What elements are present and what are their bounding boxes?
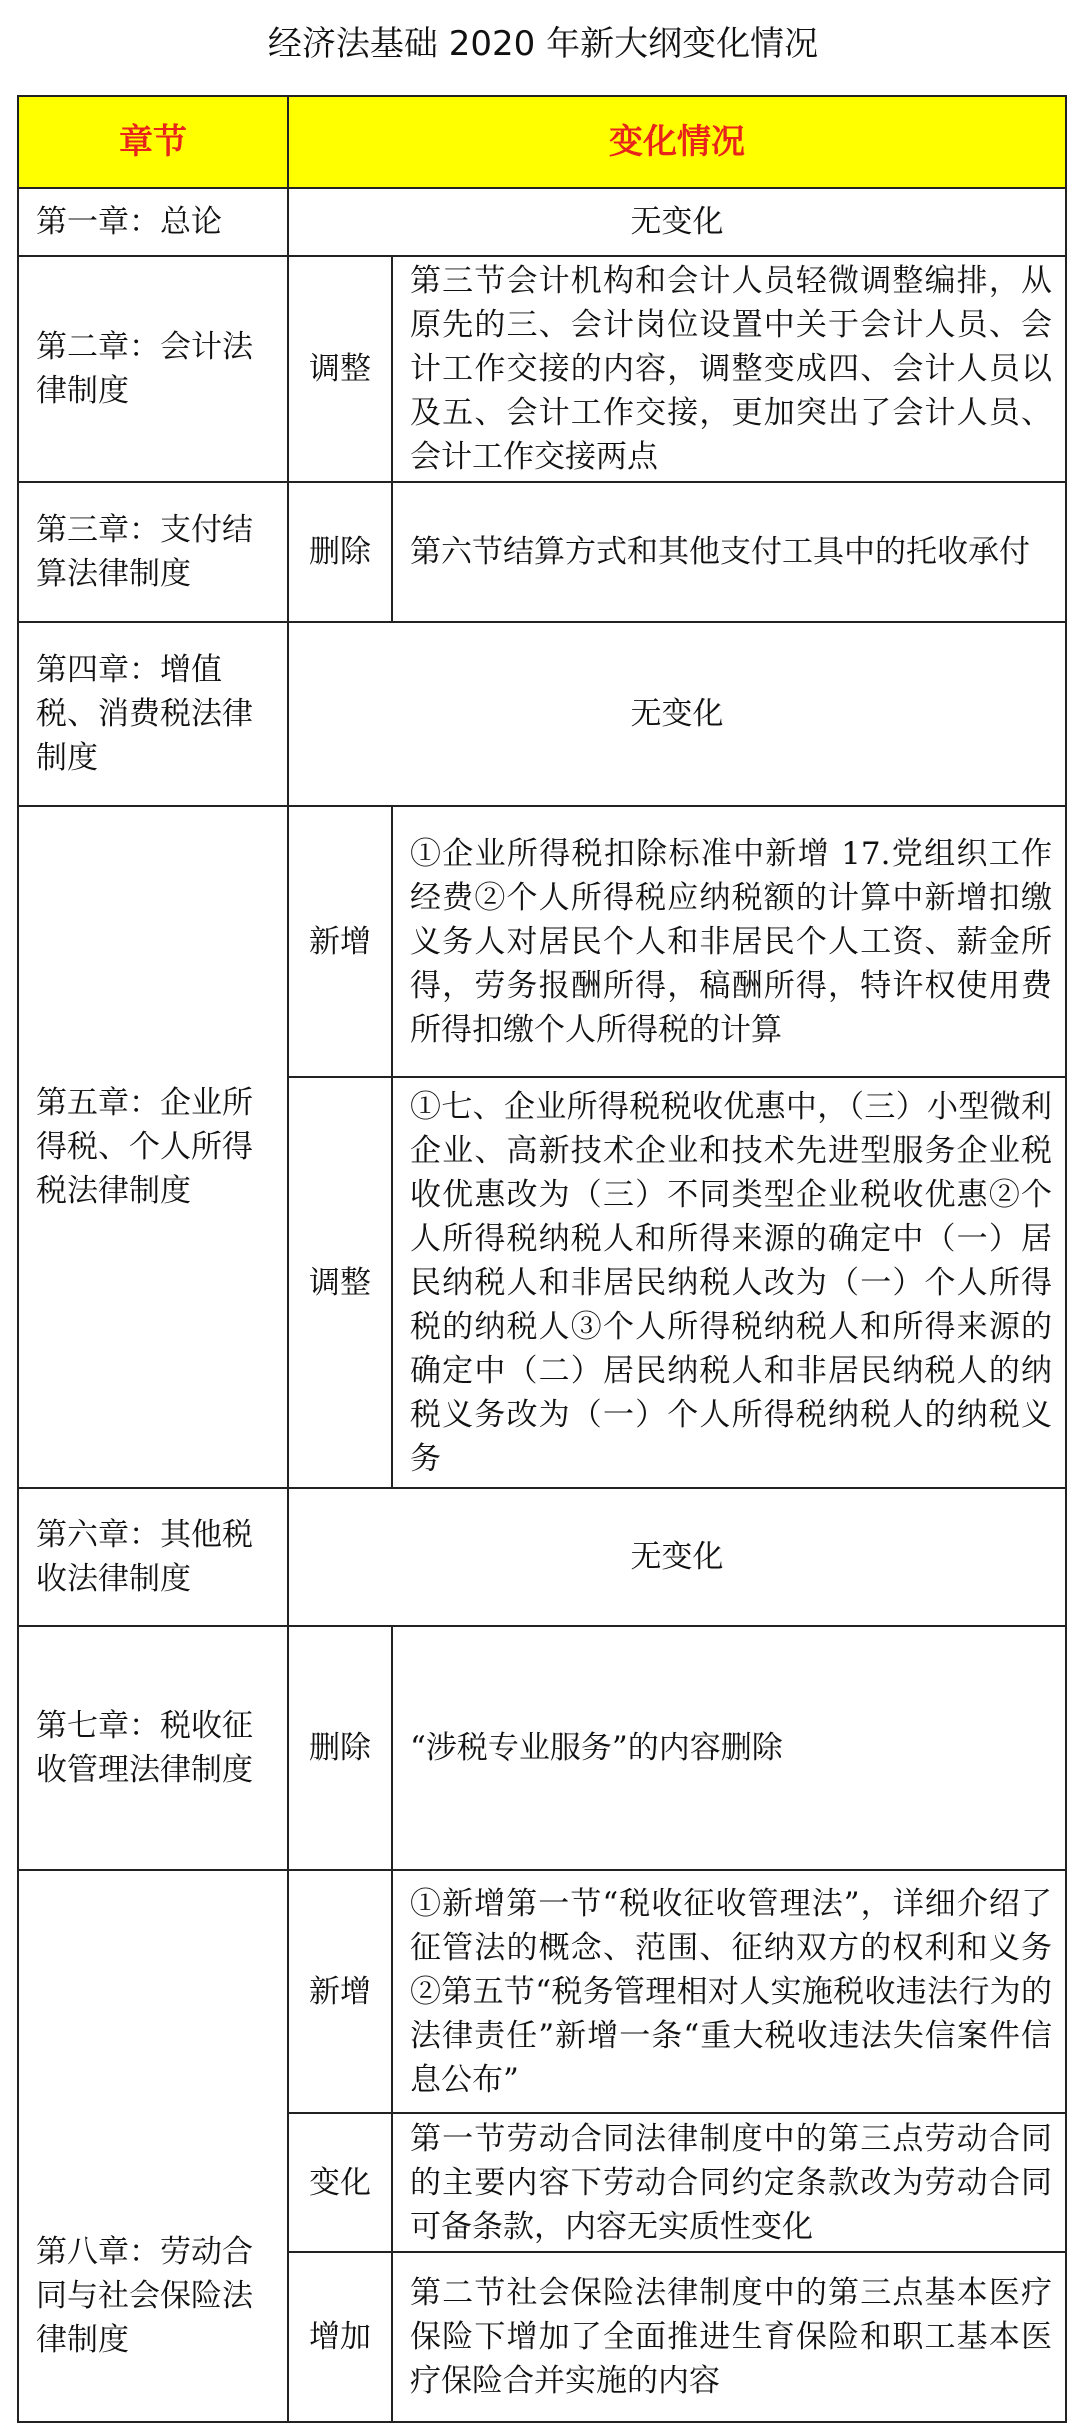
change-type: 删除 (309, 534, 371, 570)
chapter-label: 第五章：企业所得税、个人所得税法律制度 (36, 1085, 253, 1209)
chapter-1-cell (18, 188, 288, 256)
change-type: 新增 (309, 1973, 371, 2010)
chapter-label: 第二章：会计法律制度 (36, 329, 253, 409)
chapter-3-cell (18, 482, 288, 622)
chapter-label: 第一章：总论 (36, 204, 222, 240)
change-content (392, 2252, 1066, 2422)
change-content (392, 806, 1066, 1077)
change-type: 调整 (309, 351, 371, 387)
change-text: “涉税专业服务”的内容删除 (410, 1730, 783, 1766)
chapter-6-cell (18, 1488, 288, 1626)
chapter-label: 第六章：其他税收法律制度 (36, 1517, 253, 1597)
change-no-change: 无变化 (630, 204, 724, 240)
header-changes: 变化情况 (609, 122, 745, 162)
change-no-change: 无变化 (630, 1539, 724, 1575)
change-content (392, 1626, 1066, 1870)
change-no-change: 无变化 (630, 696, 724, 732)
change-content (392, 1077, 1066, 1488)
change-content (392, 256, 1066, 482)
change-text: 第一节劳动合同法律制度中的第三点劳动合同的主要内容下劳动合同约定条款改为劳动合同可备条款，内容无实质性变化 (410, 2120, 1052, 2245)
change-content (392, 2113, 1066, 2252)
change-type: 新增 (309, 923, 371, 960)
change-text: ①企业所得税扣除标准中新增 17.党组织工作经费②个人所得税应纳税额的计算中新增扣缴义务人对居民个人和非居民个人工资、薪金所得，劳务报酬所得，稿酬所得，特许权使用费所得扣缴个人所得税的计算 (410, 835, 1052, 1048)
page-title: 经济法基础 2020 年新大纲变化情况 (267, 24, 819, 64)
change-text: 第二节社会保险法律制度中的第三点基本医疗保险下增加了全面推进生育保险和职工基本医疗保险合并实施的内容 (410, 2275, 1052, 2399)
chapter-7-cell (18, 1626, 288, 1870)
chapter-label: 第四章：增值税、消费税法律制度 (36, 652, 253, 776)
chapter-4-cell (18, 622, 288, 806)
chapter-2-cell (18, 256, 288, 482)
change-type: 调整 (309, 1264, 371, 1301)
change-type: 删除 (309, 1730, 371, 1766)
change-type: 增加 (309, 2319, 371, 2355)
chapter-8-cell (18, 1870, 288, 2422)
header-chapter: 章节 (119, 122, 187, 162)
change-text: ①七、企业所得税税收优惠中，（三）小型微利企业、高新技术企业和技术先进型服务企业税收优惠改为（三）不同类型企业税收优惠②个人所得税纳税人和所得来源的确定中（一）居民纳税人和非居民纳税人改为（一）个人所得税的纳税人③个人所得税纳税人和所得来源的确定中（二）居民纳税人和非居民纳税人的纳税义务改为（一）个人所得税纳税人的纳税义务 (410, 1088, 1052, 1477)
change-text: ①新增第一节“税收征收管理法”，详细介绍了征管法的概念、范围、征纳双方的权利和义务②第五节“税务管理相对人实施税收违法行为的法律责任”新增一条“重大税收违法失信案件信息公布” (410, 1885, 1052, 2098)
chapter-label: 第三章：支付结算法律制度 (36, 512, 253, 592)
change-content (392, 1870, 1066, 2113)
change-content (392, 482, 1066, 622)
change-text: 第六节结算方式和其他支付工具中的托收承付 (410, 534, 1030, 570)
chapter-label: 第八章：劳动合同与社会保险法律制度 (36, 2234, 253, 2358)
chapter-5-cell (18, 806, 288, 1488)
chapter-label: 第七章：税收征收管理法律制度 (36, 1708, 253, 1788)
change-text: 第三节会计机构和会计人员轻微调整编排，从原先的三、会计岗位设置中关于会计人员、会计工作交接的内容，调整变成四、会计人员以及五、会计工作交接，更加突出了会计人员、会计工作交接两点 (410, 263, 1052, 475)
change-type: 变化 (309, 2164, 371, 2201)
